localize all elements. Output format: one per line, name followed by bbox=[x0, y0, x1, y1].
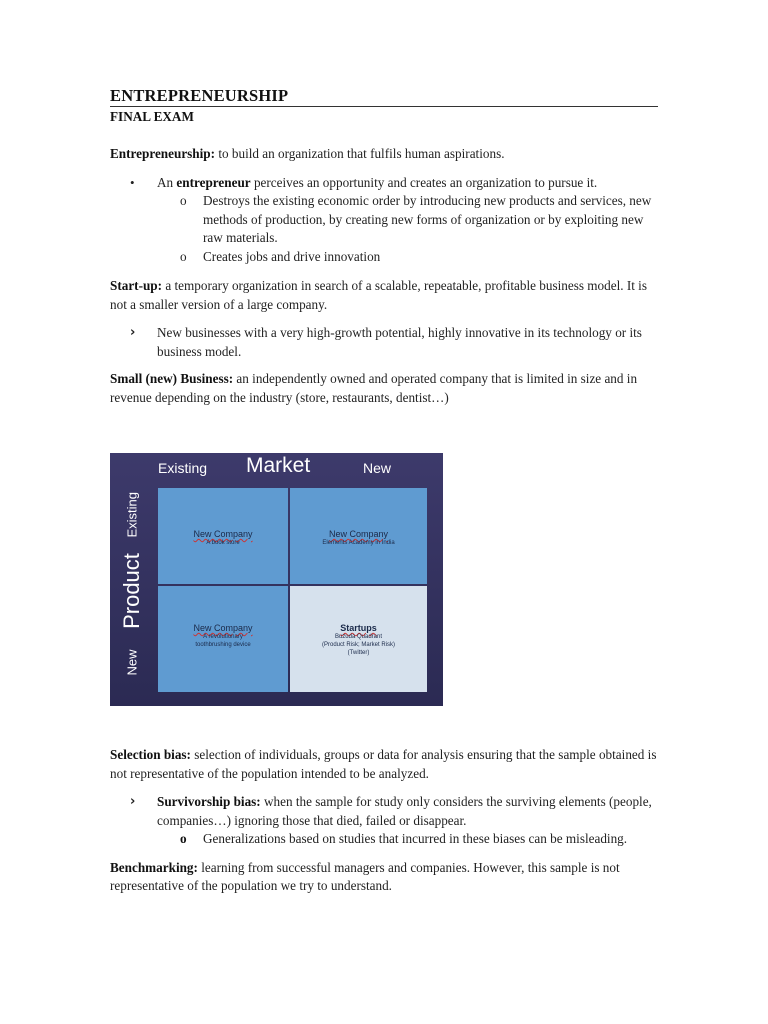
entrepreneurship-term: Entrepreneurship: bbox=[110, 146, 216, 161]
cell-line: (Twitter) bbox=[347, 650, 370, 656]
small-business-definition bbox=[110, 370, 658, 407]
benchmarking-definition bbox=[110, 859, 658, 896]
bullet-marker: • bbox=[130, 174, 135, 190]
document-body bbox=[110, 86, 658, 407]
market-new-label: New bbox=[363, 460, 392, 476]
benchmarking-text: learning from successful managers and companies. However, this sample is not representative of the population we try to understand. bbox=[110, 859, 620, 893]
startup-text: a temporary organization in search of a scalable, repeatable, profitable business model. It is not a smaller version of a large company. bbox=[110, 278, 647, 312]
entrepreneur-bullet bbox=[110, 174, 658, 193]
market-existing-label: Existing bbox=[158, 460, 208, 476]
sub-item-text: Generalizations based on studies that incurred in these biases can be misleading. bbox=[203, 831, 628, 846]
survivorship-bullet bbox=[110, 793, 658, 830]
entrepreneur-term: entrepreneur bbox=[176, 174, 251, 190]
selection-bias-term: Selection bias: bbox=[110, 747, 191, 762]
startup-bullet bbox=[110, 324, 658, 361]
circle-marker: o bbox=[180, 248, 187, 264]
entrepreneurship-text: to build an organization that fulfils human aspirations. bbox=[215, 146, 505, 161]
circle-marker: o bbox=[180, 193, 187, 208]
selection-bias-definition bbox=[110, 746, 658, 783]
entrepreneurship-definition bbox=[110, 145, 658, 164]
sub-item-text: Destroys the existing economic order by introducing new products and services, new methods of production, by creating new forms of organization or by exploiting new raw materials. bbox=[203, 193, 652, 245]
cell-line: toothbrushing device bbox=[195, 642, 251, 648]
entrepreneur-text: perceives an opportunity and creates an organization to pursue it. bbox=[250, 174, 598, 190]
title-rule bbox=[110, 106, 658, 107]
cell-line: (Product Risk; Market Risk) bbox=[321, 642, 395, 648]
cell-title: Startups bbox=[340, 623, 377, 633]
startup-bullet-text: New businesses with a very high-growth potential, highly innovative in its technology or its business model. bbox=[157, 325, 642, 359]
entrepreneur-sub-item bbox=[110, 248, 658, 267]
cell-title: New Company bbox=[193, 529, 253, 539]
product-existing-label: Existing bbox=[124, 491, 140, 538]
matrix-cell-existing-existing bbox=[158, 488, 288, 584]
market-product-matrix bbox=[110, 453, 443, 706]
startup-term: Start-up: bbox=[110, 278, 163, 293]
matrix-cell-startups bbox=[290, 586, 427, 692]
chevron-marker: › bbox=[130, 794, 136, 809]
small-business-text: an independently owned and operated company that is limited in size and in revenue depending on the industry (store, restaurants, dentist…) bbox=[110, 371, 638, 405]
sub-item-text: Creates jobs and drive innovation bbox=[203, 248, 381, 264]
document-subtitle: FINAL EXAM bbox=[110, 109, 194, 124]
startup-definition bbox=[110, 277, 658, 314]
cell-line: Elements Academy in India bbox=[322, 540, 395, 546]
small-business-term: Small (new) Business: bbox=[110, 371, 234, 386]
benchmarking-term: Benchmarking: bbox=[110, 859, 198, 875]
matrix-cell-new-market bbox=[290, 488, 427, 584]
document-title: ENTREPRENEURSHIP bbox=[110, 86, 289, 105]
cell-line: A book store bbox=[206, 540, 240, 546]
cell-title: New Company bbox=[328, 529, 389, 539]
survivorship-text: when the sample for study only considers the surviving elements (people, companies…) ignoring those that died, failed or disappear. bbox=[157, 794, 652, 828]
circle-marker: o bbox=[180, 831, 187, 846]
market-label: Market bbox=[246, 454, 311, 477]
cell-title: New Company bbox=[193, 623, 253, 633]
cell-line: Buzuda Quadrant bbox=[334, 634, 383, 640]
product-label: Product bbox=[119, 553, 144, 629]
document-body-lower bbox=[110, 746, 658, 896]
selection-bias-text: selection of individuals, groups or data for analysis ensuring that the sample obtained is not representative of the population intended to be analyzed. bbox=[110, 747, 657, 781]
entrepreneur-sub-item bbox=[110, 192, 658, 248]
product-new-label: New bbox=[124, 649, 140, 676]
survivorship-sub-item bbox=[110, 830, 658, 849]
survivorship-term: Survivorship bias: bbox=[157, 794, 261, 809]
matrix-cell-new-product bbox=[158, 586, 288, 692]
chevron-marker: › bbox=[130, 325, 136, 340]
bullet-prefix: An bbox=[157, 174, 177, 190]
cell-line: A revolutionary bbox=[203, 634, 243, 640]
